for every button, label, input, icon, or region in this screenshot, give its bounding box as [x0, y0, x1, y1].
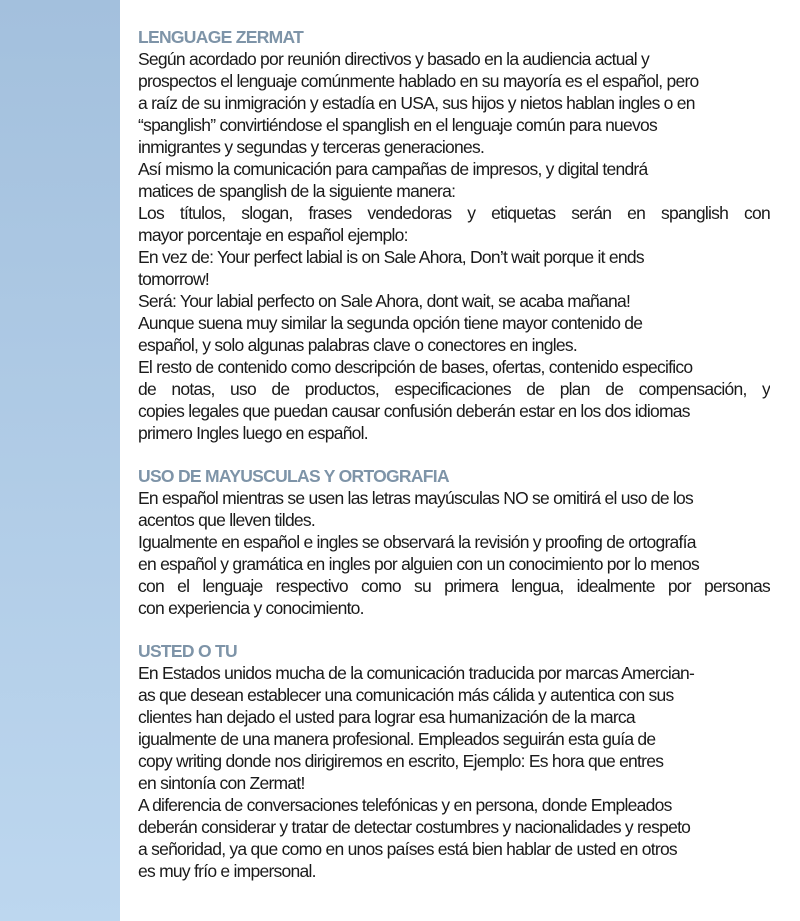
paragraph-line: Será: Your labial perfecto on Sale Ahora, dont wait, se acaba mañana!: [138, 291, 631, 311]
paragraph-line: a señoridad, ya que como en unos países está bien hablar de usted en otros: [138, 839, 677, 859]
paragraph-line: español, y solo algunas palabras clave o conectores en ingles.: [138, 335, 577, 355]
section-lenguage-zermat: [138, 26, 774, 444]
paragraph-line: primero Ingles luego en español.: [138, 423, 368, 443]
paragraph-line: acentos que lleven tildes.: [138, 510, 316, 530]
paragraph-line: mayor porcentaje en español ejemplo:: [138, 225, 408, 245]
paragraph-line: de notas, uso de productos, especificaciones de plan de compensación, y: [138, 379, 770, 399]
document-body: [138, 26, 774, 903]
paragraph-line: Aunque suena muy similar la segunda opción tiene mayor contenido de: [138, 313, 643, 333]
paragraph-line: en sintonía con Zermat!: [138, 773, 305, 793]
paragraph-line: prospectos el lenguaje comúnmente hablado en su mayoría es el español, pero: [138, 71, 699, 91]
paragraph-line: as que desean establecer una comunicación más cálida y autentica con sus: [138, 685, 674, 705]
paragraph-line: copies legales que puedan causar confusión deberán estar en los dos idiomas: [138, 401, 690, 421]
paragraph-line: con experiencia y conocimiento.: [138, 598, 364, 618]
paragraph-line: a raíz de su inmigración y estadía en USA, sus hijos y nietos hablan ingles o en: [138, 93, 695, 113]
paragraph-line: El resto de contenido como descripción de bases, ofertas, contenido especifico: [138, 357, 693, 377]
paragraph-line: Según acordado por reunión directivos y basado en la audiencia actual y: [138, 49, 650, 69]
paragraph-line: “spanglish” convirtiéndose el spanglish en el lenguaje común para nuevos: [138, 115, 657, 135]
sidebar-panel: [0, 0, 120, 921]
paragraph-line: deberán considerar y tratar de detectar costumbres y nacionalidades y respeto: [138, 817, 691, 837]
paragraph-line: Así mismo la comunicación para campañas de impresos, y digital tendrá: [138, 159, 648, 179]
paragraph-line: igualmente de una manera profesional. Empleados seguirán esta guía de: [138, 729, 656, 749]
paragraph-line: en español y gramática en ingles por alguien con un conocimiento por lo menos: [138, 554, 699, 574]
paragraph-line: es muy frío e impersonal.: [138, 861, 316, 881]
paragraph-line: En español mientras se usen las letras mayúsculas NO se omitirá el uso de los: [138, 488, 694, 508]
paragraph-line: En vez de: Your perfect labial is on Sale Ahora, Don’t wait porque it ends: [138, 247, 644, 267]
paragraph-line: matices de spanglish de la siguiente manera:: [138, 181, 456, 201]
section-usted-o-tu: [138, 640, 774, 882]
paragraph-line: Igualmente en español e ingles se observará la revisión y proofing de ortografía: [138, 532, 696, 552]
section-heading: LENGUAGE ZERMAT: [138, 27, 304, 47]
paragraph-line: copy writing donde nos dirigiremos en escrito, Ejemplo: Es hora que entres: [138, 751, 664, 771]
paragraph-line: clientes han dejado el usted para lograr esa humanización de la marca: [138, 707, 635, 727]
paragraph-line: A diferencia de conversaciones telefónicas y en persona, donde Empleados: [138, 795, 672, 815]
paragraph-line: tomorrow!: [138, 269, 210, 289]
section-uso-de-mayusculas: [138, 465, 774, 619]
paragraph-line: con el lenguaje respectivo como su primera lengua, idealmente por personas: [138, 576, 770, 596]
paragraph-line: En Estados unidos mucha de la comunicación traducida por marcas Amercian-: [138, 663, 695, 683]
paragraph-line: inmigrantes y segundas y terceras generaciones.: [138, 137, 485, 157]
section-heading: USO DE MAYUSCULAS Y ORTOGRAFIA: [138, 466, 449, 486]
paragraph-line: Los títulos, slogan, frases vendedoras y etiquetas serán en spanglish con: [138, 203, 770, 223]
section-heading: USTED O TU: [138, 641, 237, 661]
